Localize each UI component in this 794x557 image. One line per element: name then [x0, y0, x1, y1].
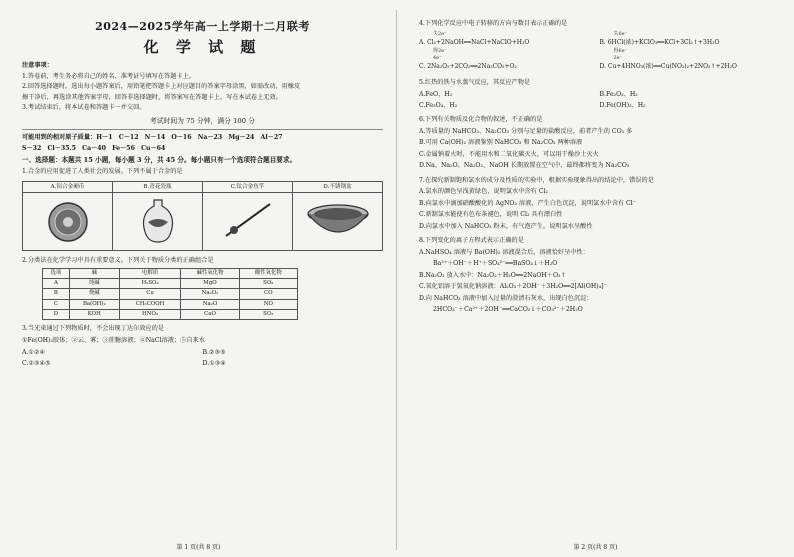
- exam-title: 2024—2025学年高一上学期十二月联考: [95, 20, 310, 33]
- q8-option-a-equation: Ba²⁺＋OH⁻＋H⁺＋SO₄²⁻══BaSO₄↓＋H₂O: [433, 260, 558, 267]
- notice-2: 2.回答选择题时，选出每小题答案后，用铅笔把答题卡上对应题目的答案字母涂黑，如需改动，用橡皮: [22, 83, 301, 90]
- vase-icon: [136, 196, 180, 246]
- q8-option-a: A.NaHSO₄ 溶液与 Ba(OH)₂ 溶液混合后，溶液恰好呈中性：: [419, 248, 589, 256]
- q1-pic-a: [23, 182, 113, 250]
- fishing-rod-icon: [218, 196, 278, 244]
- q5-option-a: A.FeO、H₂: [419, 91, 453, 98]
- coin-icon: [46, 196, 90, 244]
- q3-option-a: A.①②④: [22, 349, 46, 357]
- q4-option-b: B. 6HCl(浓)+KClO₃══KCl+3Cl₂↑+3H₂O: [599, 38, 720, 46]
- question-3: 3.当光束通过下列物质时，不会出现丁达尔效应的是: [22, 325, 165, 333]
- question-4: 4.下列化学反应中电子转移的方向与数目表示正确的是: [419, 20, 568, 27]
- q4-ab-bottom: [419, 48, 780, 55]
- q4-c-label: 4e⁻: [433, 54, 442, 61]
- q4-b-lose-label: 失6e⁻: [613, 30, 628, 37]
- atomic-mass-line-2: S－32 Cl－35.5 Ca－40 Fe－56 Cu－64: [22, 144, 166, 152]
- q1-pic-c: [203, 182, 293, 250]
- notice-heading: 注意事项：: [22, 62, 53, 69]
- q4-d-label: 2e⁻: [613, 54, 623, 61]
- q6-option-d: D.Na、Na₂O、Na₂O₂、NaOH 长期放置在空气中，最终都将变为 Na₂CO₃: [419, 162, 630, 169]
- q4-a-lose-label: 失2e⁻: [433, 30, 447, 37]
- q5-option-c: C.Fe₃O₄、H₂: [419, 102, 458, 109]
- q7-option-a: A.氯水的颜色呈浅黄绿色，说明氯水中含有 Cl₂: [419, 188, 548, 195]
- q8-option-c: C.氧化铝溶于氢氧化钠溶液：Al₂O₃＋2OH⁻＋3H₂O══2[Al(OH)₄]⁻: [419, 283, 607, 290]
- q5-option-d: D.Fe(OH)₃、H₂: [599, 102, 646, 109]
- page-2: [397, 0, 794, 557]
- page-2-footer: 第 2 页(共 8 页): [573, 544, 618, 551]
- q3-options-row-2: [22, 358, 383, 369]
- exam-subtitle: 化 学 试 题: [143, 38, 262, 56]
- q1-pictures: [22, 181, 383, 251]
- q7-option-d: D.向氯水中加入 NaHCO₃ 粉末，有气泡产生，说明氯水呈酸性: [419, 222, 593, 230]
- table-row: D KOH HNO₃ CaO SO₃: [43, 309, 298, 319]
- q4-ab: [419, 38, 780, 48]
- q1-pic-d: [293, 182, 382, 250]
- time-note: 考试时间为 75 分钟，满分 100 分: [149, 116, 256, 125]
- q6-option-c: C.金属钠着火时，不能用水和二氧化碳灭火，可以用干燥沙土灭火: [419, 150, 599, 158]
- q4-option-d: D. Cu+4HNO₃(浓)══Cu(NO₃)₂+2NO₂↑+2H₂O: [599, 62, 737, 70]
- q1-pic-d-caption: D.不锈钢盆: [293, 182, 382, 193]
- q1-pic-b-caption: B.青花瓷瓶: [113, 182, 202, 193]
- page-1-footer: 第 1 页(共 8 页): [176, 544, 221, 551]
- question-2: 2.分类法在化学学习中具有重要意义。下列关于物质分类的正确组合是: [22, 256, 214, 264]
- q3-option-b: B.②③⑤: [202, 349, 226, 357]
- q7-option-c: C.新制氯水能使有色布条褪色，说明 Cl₂ 具有漂白性: [419, 211, 563, 218]
- q5-option-b: B.Fe₂O₃、H₂: [599, 91, 638, 98]
- question-1: 1.合金的应用促进了人类社会的发展。下列不属于合金的是: [22, 168, 183, 175]
- q4-ab-top: [419, 31, 780, 38]
- q8-option-d-equation: 2HCO₃⁻＋Ca²⁺＋2OH⁻══CaCO₃↓＋CO₃²⁻＋2H₂O: [433, 306, 583, 313]
- table-row: 选项 碱 电解质 碱性氧化物 酸性氧化物: [43, 269, 298, 279]
- q4-option-c: C. 2Na₂O₂+2CO₂══2Na₂CO₃+O₂: [419, 62, 517, 70]
- q5-options-row-1: [419, 89, 780, 100]
- q8-option-b: B.Na₂O₂ 放入水中：Na₂O₂＋H₂O══2NaOH＋O₂↑: [419, 271, 566, 279]
- q3-option-d: D.①③④: [202, 360, 226, 368]
- q1-pic-a-caption: A.铝合金硬币: [23, 182, 112, 193]
- question-7: 7.在探究新制饱和氯水的成分及性质的实验中，根据实验现象得出的结论中，错误的是: [419, 176, 654, 184]
- table-row: B 烧碱 Cu Na₂O₂ CO: [43, 289, 298, 299]
- steel-basin-icon: [303, 196, 373, 244]
- q1-pic-b: [113, 182, 203, 250]
- atomic-mass-line-1: 可能用到的相对原子质量：H－1 C－12 N－14 O－16 Na－23 Mg－24 Al－27: [22, 134, 283, 141]
- q4-option-a: A. Cl₂+2NaOH══NaCl+NaClO+H₂O: [419, 38, 530, 46]
- q1-pic-c-caption: C.钛合金鱼竿: [203, 182, 292, 193]
- question-8: 8.下列变化的离子方程式表示正确的是: [419, 237, 524, 244]
- q6-option-a: A.等质量的 NaHCO₃、Na₂CO₃ 分别与足量的盐酸反应，前者产生的 CO₂ 多: [419, 127, 633, 135]
- section-1-heading: 一、选择题：本题共 15 小题，每小题 3 分，共 45 分。每小题只有一个选项符合题目要求。: [22, 156, 297, 164]
- q2-classification-table: [42, 268, 298, 320]
- q3-option-c: C.②③④⑤: [22, 360, 51, 368]
- q8-option-d: D.向 NaHCO₃ 溶液中加入过量的澄清石灰水，出现白色沉淀：: [419, 294, 593, 302]
- question-5: 5.红热的铁与水蒸气反应，其反应产物是: [419, 78, 531, 86]
- q6-option-b: B.可用 Ca(OH)₂ 溶液鉴别 NaHCO₃ 和 Na₂CO₃ 两种溶液: [419, 139, 583, 146]
- q4-cd: [419, 62, 780, 72]
- q3-options-row-1: [22, 347, 383, 358]
- table-row: C Ba(OH)₂ CH₃COOH Na₂O NO: [43, 299, 298, 309]
- rule: [22, 129, 383, 130]
- table-row: A 纯碱 H₂SO₄ MgO SO₂: [43, 279, 298, 289]
- q7-option-b: B.向氯水中滴加硝酸酸化的 AgNO₃ 溶液，产生白色沉淀，说明氯水中含有 Cl⁻: [419, 199, 637, 207]
- q3-items: ①Fe(OH)₃胶体；②云、雾；③蔗糖溶液；④NaCl溶液；⑤自来水: [22, 336, 205, 344]
- q5-options-row-2: [419, 100, 780, 111]
- notice-3: 3.考试结束后，将本试卷和答题卡一并交回。: [22, 104, 146, 111]
- q4-a-gain-label: 得2e⁻: [433, 47, 447, 54]
- notice-1: 1.答卷前，考生务必将自己的姓名、准考证号填写在答题卡上。: [22, 72, 195, 80]
- question-6: 6.下列有关物质及化合物的叙述，不正确的是: [419, 116, 543, 123]
- notice-2-cont: 擦干净后，再选涂其他答案字母，回答非选择题时，将答案写在答题卡上，写在本试卷上无效。: [22, 93, 282, 101]
- q4-b-gain-label: 得6e⁻: [613, 47, 628, 54]
- q4-cd-top: [419, 55, 780, 62]
